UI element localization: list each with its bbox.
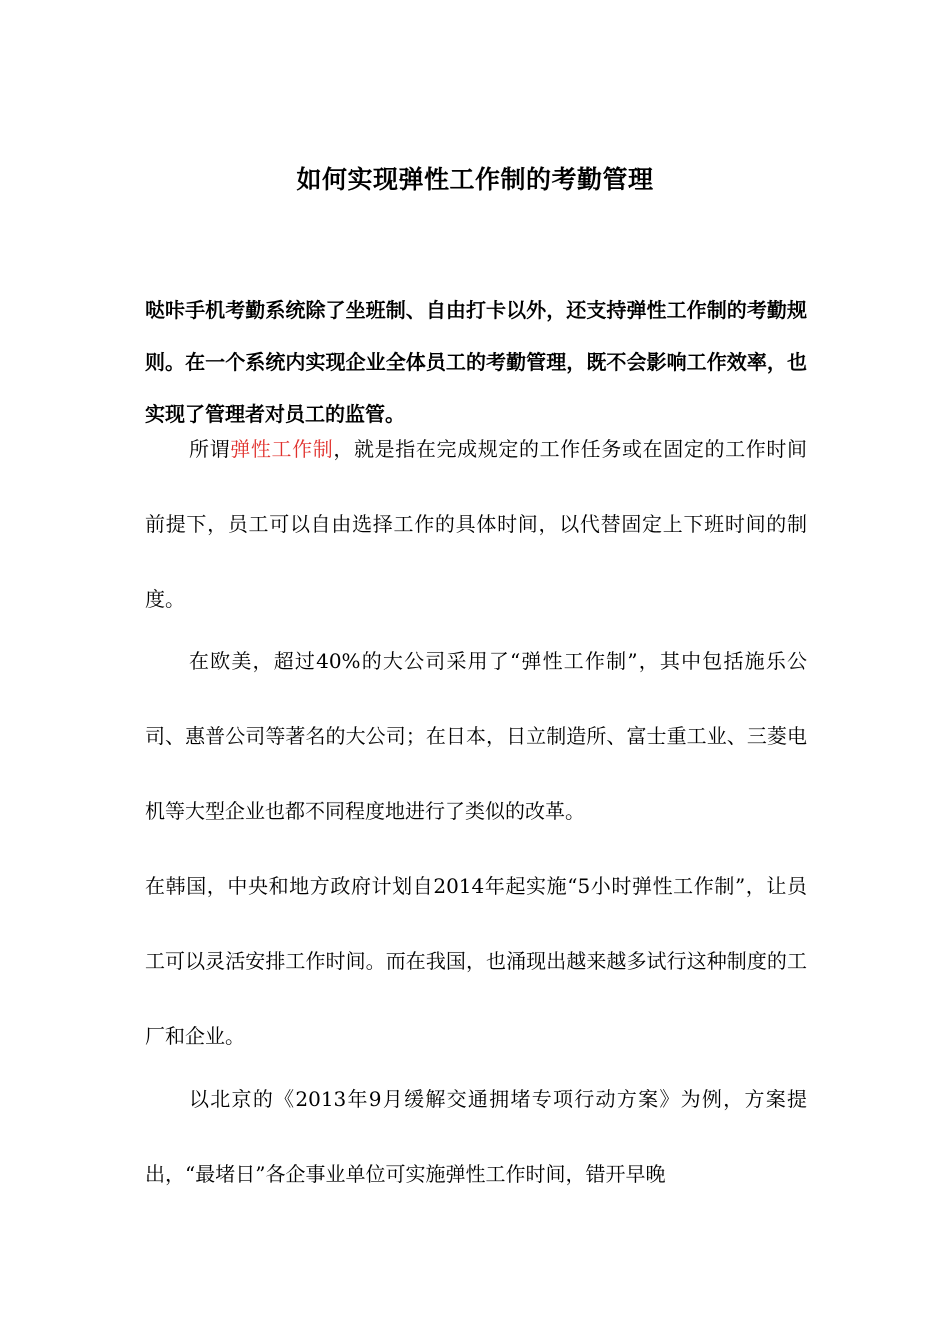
document-title: 如何实现弹性工作制的考勤管理	[296, 165, 654, 194]
beijing-paragraph: 以北京的《2013年9月缓解交通拥堵专项行动方案》为例，方案提出，“最堵日”各企事业单位可实施弹性工作时间，错开早晚	[145, 1087, 807, 1186]
examples-paragraph: 在欧美，超过40%的大公司采用了“弹性工作制”，其中包括施乐公司、惠普公司等著名的大公司；在日本，日立制造所、富士重工业、三菱电机等大型企业也都不同程度地进行了类似的改革。	[145, 649, 807, 823]
highlighted-term-link[interactable]: 弹性工作制	[230, 437, 334, 461]
definition-paragraph	[145, 412, 807, 637]
intro-paragraph: 哒咔手机考勤系统除了坐班制、自由打卡以外，还支持弹性工作制的考勤规则。在一个系统内实现企业全体员工的考勤管理，既不会影响工作效率，也实现了管理者对员工的监管。	[145, 298, 807, 426]
definition-text: ，就是指在完成规定的工作任务或在固定的工作时间前提下，员工可以自由选择工作的具体时间，以代替固定上下班时间的制度。	[145, 437, 808, 611]
definition-prefix: 所谓	[189, 437, 231, 461]
examples-block	[145, 624, 807, 1074]
korea-paragraph: 在韩国，中央和地方政府计划自2014年起实施“5小时弹性工作制”，让员工可以灵活安排工作时间。而在我国，也涌现出越来越多试行这种制度的工厂和企业。	[145, 874, 807, 1048]
